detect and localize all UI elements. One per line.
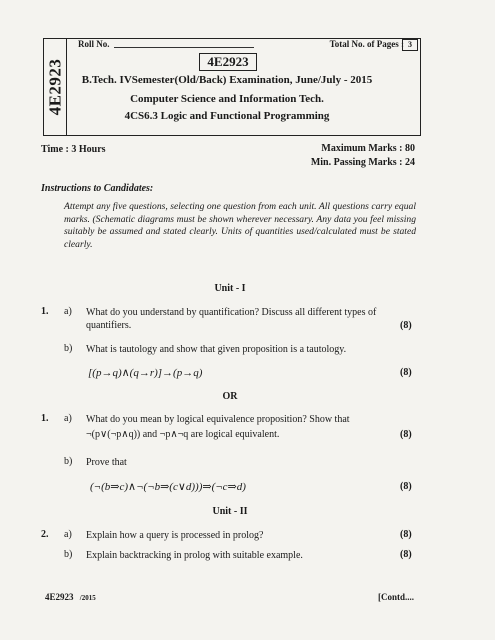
paper-code-box: 4E2923 (199, 53, 257, 71)
q1d-formula: (¬(b⇒c)∧¬(¬b⇒(c∨d)))⇒(¬c⇒d) (90, 481, 246, 493)
q1c-sub: a) (64, 413, 72, 424)
subject-line: 4CS6.3 Logic and Functional Programming (124, 110, 330, 122)
total-pages-label: Total No. of Pages : (329, 39, 404, 49)
q2-number: 2. (41, 529, 49, 540)
q1b-text: What is tautology and show that given proposition is a tautology. (86, 344, 347, 355)
instructions-title: Instructions to Candidates: (41, 183, 154, 194)
branch-line: Computer Science and Information Tech. (130, 93, 324, 105)
q1d-marks: (8) (400, 481, 412, 492)
q1a-sub: a) (64, 306, 72, 317)
q2a-marks: (8) (400, 529, 412, 540)
side-paper-code (44, 39, 67, 135)
q1-alt-number: 1. (41, 413, 49, 424)
side-paper-code-text: 4E2923 (45, 58, 64, 116)
q2b-sub: b) (64, 549, 73, 560)
instructions-text: Attempt any five questions, selecting one question from each unit. All questions carry equal marks. (Schematic diagrams must be shown wherever necessary. Any data you feel missing suitably be assumed and stated clearly. Units of quantities used/calculated must be stated clearly. (64, 201, 416, 250)
q1d-text: Prove that (86, 457, 127, 468)
header-box (43, 38, 421, 136)
q1b-formula: [(p→q)∧(q→r)]→(p→q) (88, 367, 203, 379)
exam-line: B.Tech. IVSemester(Old/Back) Examination, June/July - 2015 (81, 74, 373, 86)
footer-code-text: 4E2923 (45, 592, 74, 602)
time-label: Time : 3 Hours (41, 144, 106, 155)
roll-line (114, 47, 254, 48)
q2b-text: Explain backtracking in prolog with suitable example. (86, 550, 303, 561)
max-marks: Maximum Marks : 80 (321, 143, 415, 154)
unit-1-title: Unit - I (214, 283, 246, 294)
min-marks: Min. Passing Marks : 24 (310, 157, 415, 168)
footer-contd: [Contd.... (378, 592, 415, 602)
q1b-sub: b) (64, 343, 73, 354)
q1a-text: What do you understand by quantification? Discuss all different types of quantifiers. (86, 307, 377, 331)
q1b-marks: (8) (400, 367, 412, 378)
marks-block (311, 142, 415, 170)
footer-year: /2015 (79, 594, 96, 602)
q1c-text-2: ¬(p∨(¬p∧q)) and ¬p∧¬q are logical equivalent. (86, 429, 280, 440)
q2b-marks: (8) (400, 549, 412, 560)
q2a-text: Explain how a query is processed in prolog? (86, 530, 264, 541)
roll-label: Roll No. (78, 39, 110, 49)
q1d-sub: b) (64, 456, 73, 467)
q1c-text-1: What do you mean by logical equivalence proposition? Show that (86, 414, 350, 425)
total-pages-value: 3 (402, 39, 418, 51)
q1a-marks: (8) (400, 320, 412, 331)
unit-2-title: Unit - II (212, 506, 248, 517)
footer-code (45, 592, 96, 602)
q2a-sub: a) (64, 529, 72, 540)
q1c-marks: (8) (400, 429, 412, 440)
or-separator: OR (222, 391, 238, 402)
q1-number: 1. (41, 306, 49, 317)
